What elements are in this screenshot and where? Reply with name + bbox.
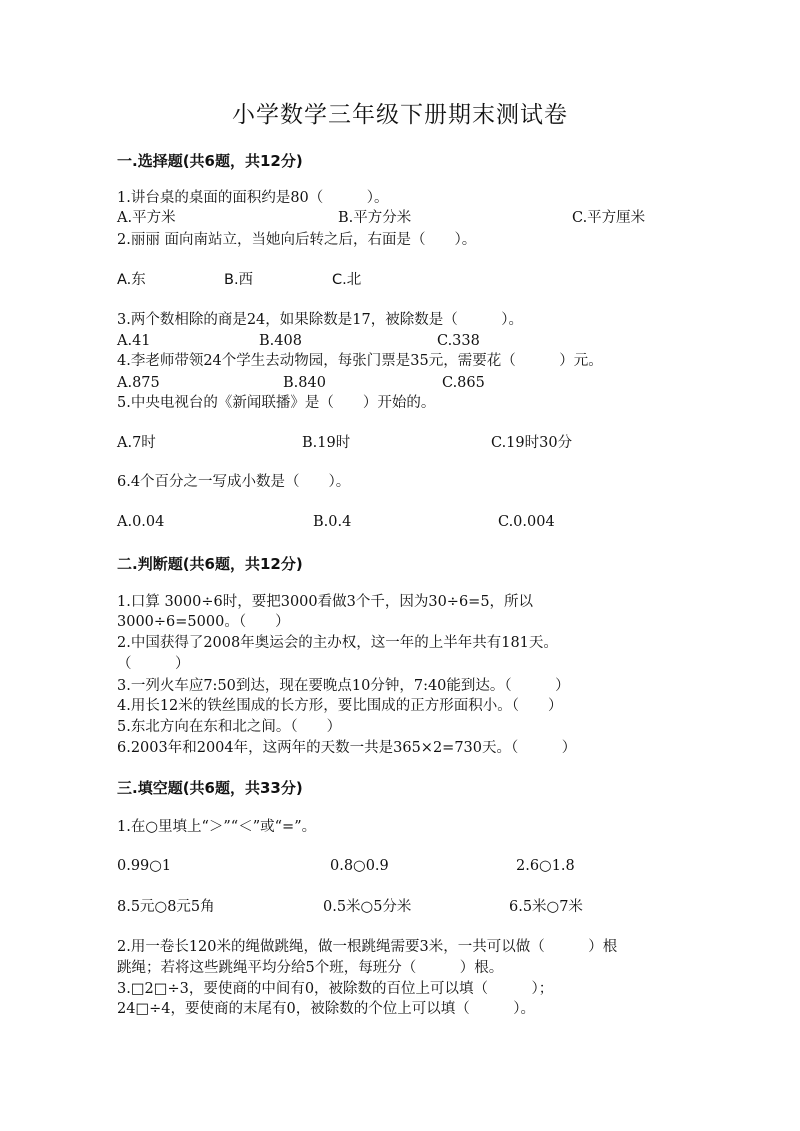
option-b: B.西 <box>224 272 254 288</box>
option-a: A.41 <box>117 333 151 349</box>
option-c: C.338 <box>437 333 480 349</box>
question-stem: 4.李老师带领24个学生去动物园，每张门票是35元，需要花（ ）元。 <box>117 353 603 369</box>
statement-line: 5.东北方向在东和北之间。（ ） <box>117 719 342 735</box>
option-b: B.0.4 <box>313 514 352 530</box>
option-c: C.0.004 <box>498 514 555 530</box>
question-stem: 6.4个百分之一写成小数是（ ）。 <box>117 474 351 490</box>
option-a: A.7时 <box>117 435 156 451</box>
question-stem: 3.两个数相除的商是24，如果除数是17，被除数是（ ）。 <box>117 312 523 328</box>
comparison-item: 8.5元○8元5角 <box>117 899 215 915</box>
comparison-item: 0.99○1 <box>117 858 172 874</box>
option-b: B.19时 <box>302 435 351 451</box>
question-line: 3.□2□÷3，要使商的中间有0，被除数的百位上可以填（ ）； <box>117 981 554 997</box>
option-c: C.865 <box>442 375 485 391</box>
comparison-item: 0.5米○5分米 <box>323 899 412 915</box>
comparison-item: 0.8○0.9 <box>330 858 389 874</box>
statement-line: 1.口算 3000÷6时，要把3000看做3个千，因为30÷6=5，所以 <box>117 594 534 610</box>
question-stem: 5.中央电视台的《新闻联播》是（ ）开始的。 <box>117 395 436 411</box>
option-b: B.408 <box>259 333 302 349</box>
question-line: 2.用一卷长120米的绳做跳绳，做一根跳绳需要3米，一共可以做（ ）根 <box>117 939 618 955</box>
question-line: 24□÷4，要使商的末尾有0，被除数的个位上可以填（ ）。 <box>117 1001 535 1017</box>
question-stem: 1.讲台桌的桌面的面积约是80（ ）。 <box>117 190 389 206</box>
section-heading-judgement: 二.判断题(共6题，共12分) <box>117 555 303 573</box>
question-line: 跳绳；若将这些跳绳平均分给5个班，每班分（ ）根。 <box>117 960 504 976</box>
comparison-item: 2.6○1.8 <box>516 858 575 874</box>
statement-line: 3000÷6=5000。（ ） <box>117 614 290 630</box>
statement-line: 4.用长12米的铁丝围成的长方形，要比围成的正方形面积小。（ ） <box>117 698 563 714</box>
statement-line: 3.一列火车应7:50到达，现在要晚点10分钟，7:40能到达。（ ） <box>117 678 570 694</box>
question-stem: 2.丽丽 面向南站立，当她向后转之后，右面是（ ）。 <box>117 232 477 248</box>
option-a: A.平方米 <box>117 210 176 226</box>
option-b: B.840 <box>283 375 326 391</box>
section-heading-choice: 一.选择题(共6题，共12分) <box>117 152 303 170</box>
question-stem: 1.在○里填上“＞”“＜”或“=”。 <box>117 819 317 835</box>
statement-line: 6.2003年和2004年，这两年的天数一共是365×2=730天。（ ） <box>117 740 577 756</box>
option-a: A.875 <box>117 375 160 391</box>
section-heading-fill-in: 三.填空题(共6题，共33分) <box>117 779 303 797</box>
option-a: A.东 <box>117 272 146 288</box>
option-c: C.19时30分 <box>491 435 573 451</box>
option-c: C.平方厘米 <box>572 210 646 226</box>
statement-line: （ ） <box>117 656 190 672</box>
option-a: A.0.04 <box>117 514 165 530</box>
option-c: C.北 <box>332 272 362 288</box>
page-title: 小学数学三年级下册期末测试卷 <box>232 102 568 128</box>
option-b: B.平方分米 <box>338 210 412 226</box>
comparison-item: 6.5米○7米 <box>509 899 583 915</box>
statement-line: 2.中国获得了2008年奥运会的主办权，这一年的上半年共有181天。 <box>117 635 558 651</box>
